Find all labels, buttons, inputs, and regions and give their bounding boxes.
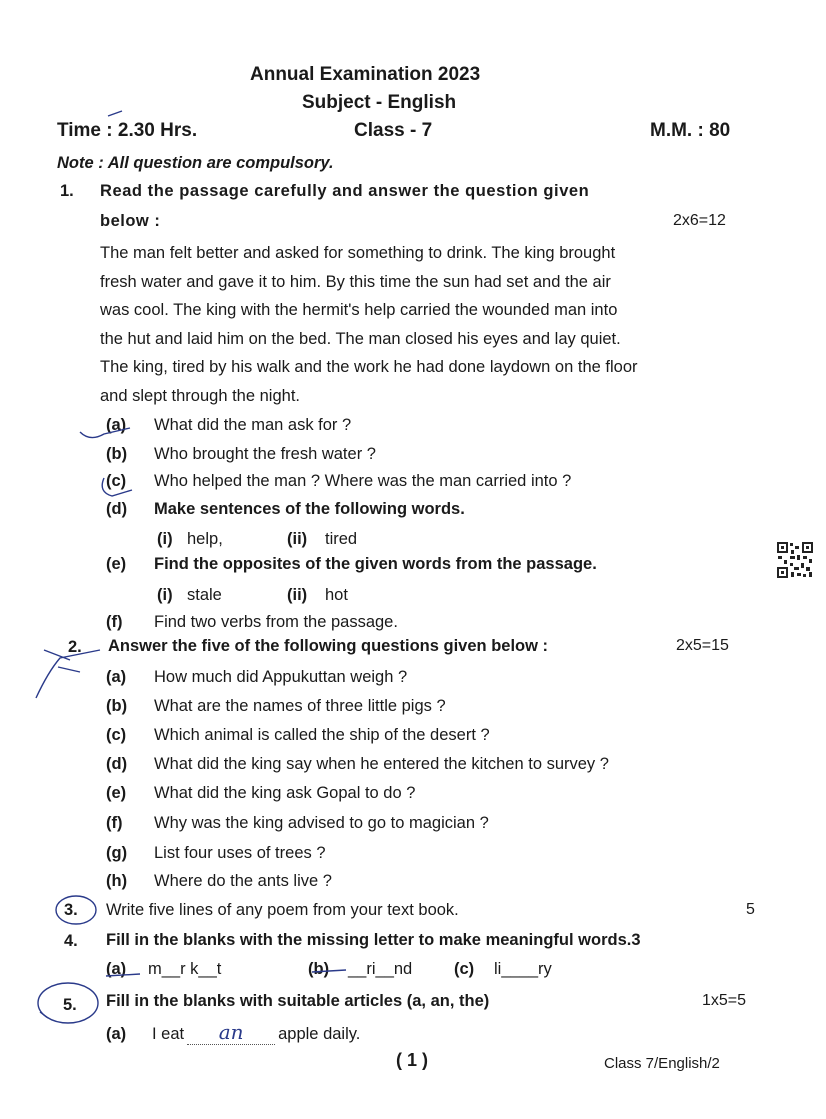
q4-blanks: [106, 960, 552, 979]
q1-instruction-line1: Read the passage carefully and answer the question given: [100, 182, 590, 200]
pen-tick-mark: [40, 1012, 48, 1018]
item-text: Why was the king advised to go to magician ?: [154, 814, 489, 832]
item-text: What did the king ask Gopal to do ?: [154, 784, 416, 802]
passage-line: The king, tired by his walk and the work he had done laydown on the floor: [100, 358, 638, 377]
item-text: What did the king say when he entered the kitchen to survey ?: [154, 755, 609, 773]
q5-text: Fill in the blanks with suitable articles (a, an, the): [106, 992, 490, 1010]
passage-line: The man felt better and asked for something to drink. The king brought: [100, 244, 616, 262]
item-label: (a): [106, 1025, 127, 1043]
q1-number: 1.: [60, 182, 74, 200]
item-text: Find the opposites of the given words from the passage.: [154, 555, 597, 573]
item-label: (c): [106, 472, 127, 490]
q4-text: Fill in the blanks with the missing letter to make meaningful words.3: [106, 931, 641, 949]
item-label: (a): [106, 668, 127, 686]
sentence-end: apple daily.: [278, 1025, 361, 1043]
q2-number: 2.: [68, 638, 82, 656]
q4-number: 4.: [64, 932, 78, 950]
item-label: (e): [106, 784, 127, 802]
q5-number: 5.: [63, 996, 77, 1014]
q1-d-words: [157, 530, 357, 549]
item-label: (f): [106, 814, 123, 832]
passage-line: fresh water and gave it to him. By this time the sun had set and the air: [100, 272, 611, 291]
q1-item-d: [106, 500, 465, 519]
word-blank: li____ry: [494, 960, 552, 978]
note: Note : All question are compulsory.: [57, 154, 334, 172]
sub-label: (i): [157, 586, 173, 604]
pen-scribble: [36, 650, 100, 698]
passage-line: the hut and laid him on the bed. The man closed his eyes and lay quiet.: [100, 329, 621, 348]
qr-code-icon: [776, 541, 814, 579]
item-label: (h): [106, 872, 128, 890]
time-label: Time : 2.30 Hrs.: [57, 120, 198, 141]
item-label: (d): [106, 500, 128, 518]
item-label: (b): [106, 445, 128, 463]
q1-item-b: [106, 445, 376, 464]
q1-item-e: [106, 555, 597, 574]
item-label: (c): [454, 960, 475, 978]
handwritten-answer: an: [218, 1020, 244, 1044]
item-text: How much did Appukuttan weigh ?: [154, 668, 408, 686]
q3-text: Write five lines of any poem from your text book.: [106, 901, 459, 919]
item-text: Make sentences of the following words.: [154, 500, 465, 518]
item-text: List four uses of trees ?: [154, 844, 326, 862]
item-label: (d): [106, 755, 128, 773]
q3-marks: 5: [746, 901, 755, 918]
item-text: Which animal is called the ship of the desert ?: [154, 726, 490, 744]
q1-marks: 2x6=12: [673, 212, 726, 229]
q3-number: 3.: [64, 901, 78, 919]
q5-item-a: [106, 1020, 360, 1045]
max-marks: M.M. : 80: [650, 120, 731, 141]
word: stale: [187, 586, 222, 604]
item-text: Who brought the fresh water ?: [154, 445, 376, 463]
item-text: What are the names of three little pigs ?: [154, 697, 446, 715]
class-label: Class - 7: [354, 120, 433, 141]
word: hot: [325, 586, 348, 604]
passage-line: and slept through the night.: [100, 386, 300, 405]
exam-title: Annual Examination 2023: [250, 64, 481, 85]
word-blank: m__r k__t: [148, 960, 222, 978]
q1-instruction-line2: below :: [100, 212, 161, 230]
q1-item-a: [106, 416, 351, 435]
q2-item: [106, 784, 415, 803]
q2-item: [106, 668, 407, 687]
sub-label: (i): [157, 530, 173, 548]
q1-item-f: [106, 613, 398, 632]
item-label: (c): [106, 726, 127, 744]
item-label: (b): [106, 697, 128, 715]
sub-label: (ii): [287, 586, 308, 604]
item-label: (e): [106, 555, 127, 573]
page-number: ( 1 ): [396, 1050, 429, 1070]
pen-tick-mark: [108, 111, 122, 116]
subject-title: Subject - English: [302, 92, 457, 113]
item-text: Who helped the man ? Where was the man carried into ?: [154, 472, 572, 490]
q2-instruction: Answer the five of the following questions given below :: [108, 637, 549, 655]
q2-marks: 2x5=15: [676, 637, 729, 654]
q2-item: [106, 844, 326, 863]
item-label: (b): [308, 960, 330, 978]
q5-marks: 1x5=5: [702, 992, 747, 1009]
word: tired: [325, 530, 358, 548]
paper-code: Class 7/English/2: [604, 1055, 720, 1072]
item-label: (a): [106, 416, 127, 434]
q2-item: [106, 872, 332, 891]
passage-line: was cool. The king with the hermit's help carried the wounded man into: [100, 301, 618, 320]
sentence-start: I eat: [152, 1025, 185, 1043]
item-text: Where do the ants live ?: [154, 872, 332, 890]
item-text: Find two verbs from the passage.: [154, 613, 398, 631]
sub-label: (ii): [287, 530, 308, 548]
q1-item-c: [106, 472, 571, 491]
q1-e-words: [157, 586, 348, 605]
q2-item: [106, 697, 446, 716]
item-label: (g): [106, 844, 128, 862]
q2-item: [106, 726, 490, 745]
q2-item: [106, 814, 489, 833]
q2-item: [106, 755, 609, 774]
word-blank: __ri__nd: [348, 960, 413, 978]
word: help,: [187, 530, 223, 548]
item-label: (a): [106, 960, 127, 978]
item-text: What did the man ask for ?: [154, 416, 352, 434]
item-label: (f): [106, 613, 123, 631]
q1-passage: [100, 239, 638, 411]
